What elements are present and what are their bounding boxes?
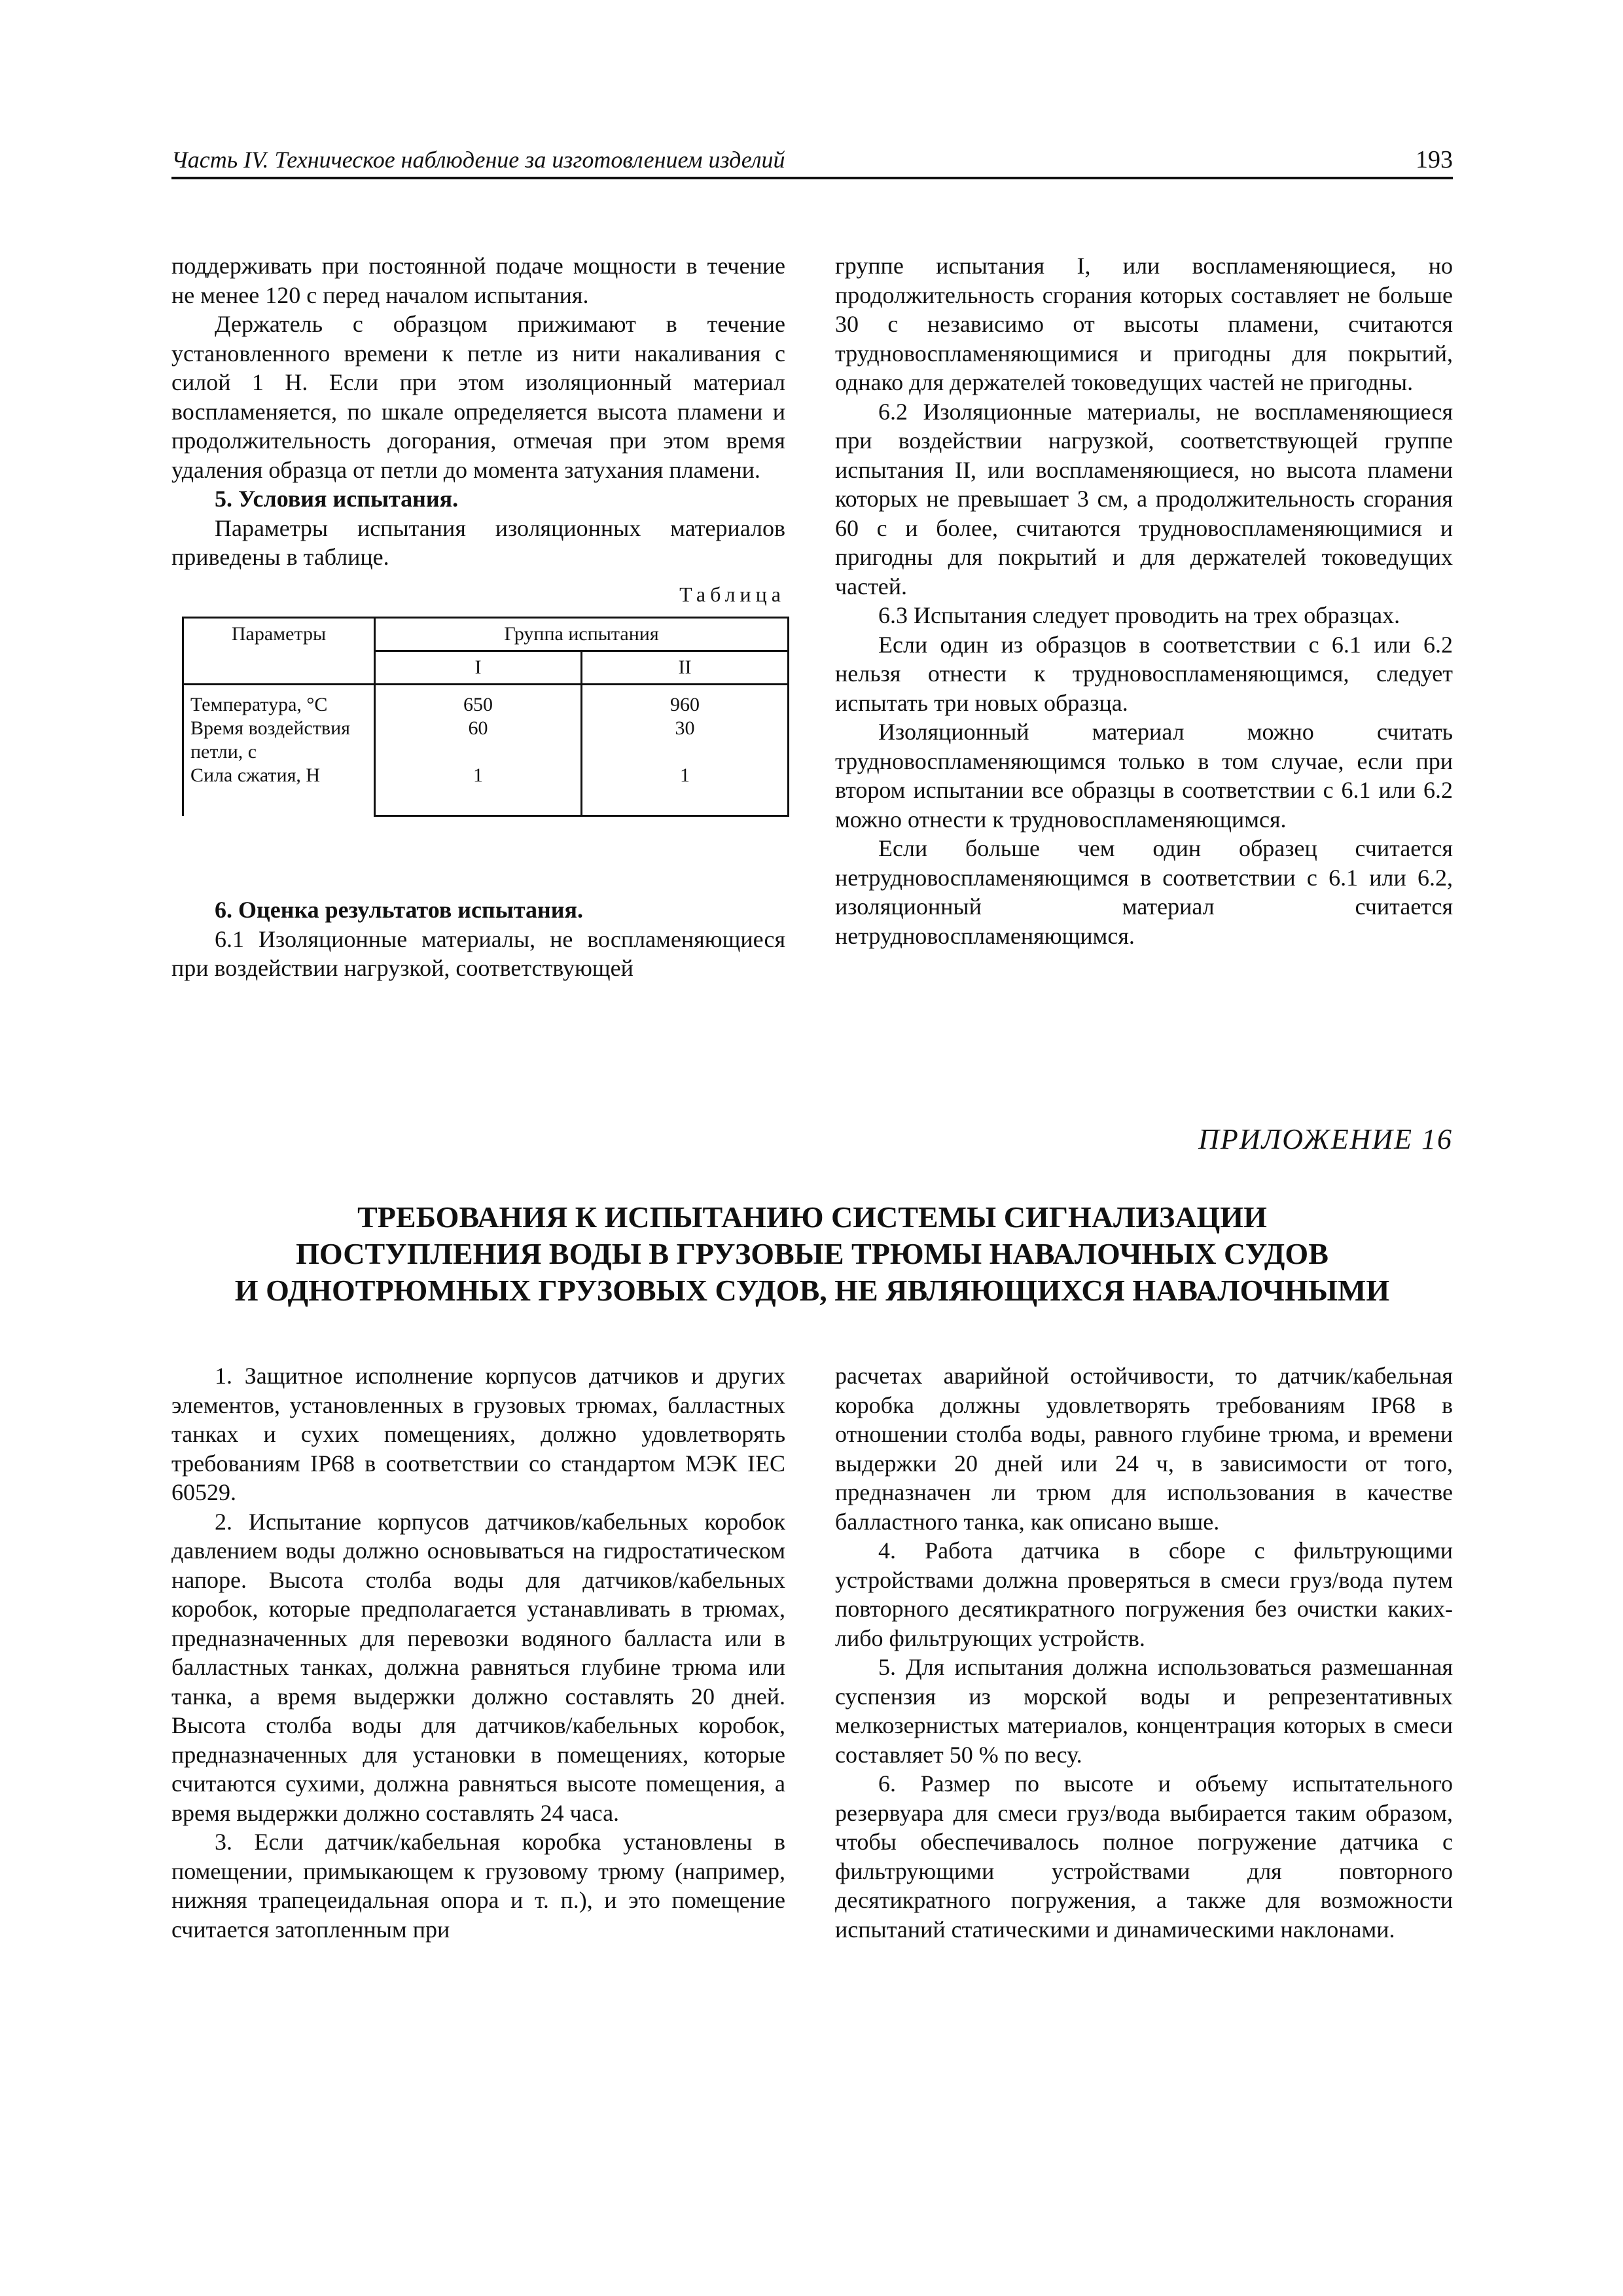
section-title: Оценка результатов испытания. [238,897,583,923]
table-cell-param [183,684,375,816]
paragraph: 4. Работа датчика в сборе с фильтрующими устройствами должна проверяться в смеси груз/вода путем повторного десятикратного погружения без очистки каких-либо фильтрующих устройств. [835,1537,1453,1651]
param-label: Температура, °С [190,693,328,715]
value: 1 [473,764,483,786]
paragraph: 3. Если датчик/кабельная коробка установлены в помещении, примыкающем к грузовому трюму (например, нижняя трапецеидальная опора и т. п.), и это помещение считается затопленным при [171,1829,785,1943]
top-right-column [835,251,1453,950]
appendix-title [171,1199,1453,1309]
table-row [183,684,789,816]
paragraph: Параметры испытания изоляционных материалов приведены в таблице. [171,514,785,570]
section-number: 6. [215,897,232,923]
table-header-group: Группа испытания [375,617,789,651]
table-header-params: Параметры [183,617,375,684]
paragraph: группе испытания I, или воспламеняющиеся, но продолжительность сгорания которых составляет не больше 30 с независимо от высоты пламени, считаются трудновоспламеняющимися и пригодны для покрытий, однако для держателей токоведущих частей не пригодны. [835,253,1453,395]
paragraph: Изоляционный материал можно считать трудновоспламеняющимся только в том случае, если при втором испытании все образцы в соответствии с 6.1 или 6.2 можно отнести к трудновоспламеняющимся. [835,719,1453,833]
value: 30 [675,717,695,739]
title-line: И ОДНОТРЮМНЫХ ГРУЗОВЫХ СУДОВ, НЕ ЯВЛЯЮЩИХСЯ НАВАЛОЧНЫМИ [234,1274,1390,1307]
section-heading-5 [171,484,785,514]
value: 650 [463,693,493,715]
table-cell-g1 [375,684,582,816]
table-header-group-2: II [581,651,788,684]
running-header [171,145,1453,179]
page-number: 193 [1416,146,1453,173]
running-header-title: Часть IV. Техническое наблюдение за изготовлением изделий [171,147,785,173]
paragraph: Если больше чем один образец считается нетрудновоспламеняющимся в соответствии с 6.1 или 6.2, изоляционный материал считается нетрудновоспламеняющимся. [835,835,1453,949]
title-line: ТРЕБОВАНИЯ К ИСПЫТАНИЮ СИСТЕМЫ СИГНАЛИЗАЦИИ [357,1200,1267,1234]
paragraph: Если один из образцов в соответствии с 6.1 или 6.2 нельзя отнести к трудновоспламеняющимся, следует испытать три новых образца. [835,631,1453,716]
bottom-right-column [835,1361,1453,1944]
section-title: Условия испытания. [238,486,459,512]
paragraph: 2. Испытание корпусов датчиков/кабельных коробок давлением воды должно основываться на гидростатическом напоре. Высота столба воды для датчиков/кабельных коробок, которые предполагается устанавливать в трюмах, предназначенных для перевозки водяного балласта или в балластных танках, должна равняться глубине трюма или танка, а время выдержки должно составлять 20 дней. Высота столба воды для датчиков/кабельных коробок, предназначенных для установки в помещениях, которые считаются сухими, должна равняться высоте помещения, а время выдержки должно составлять 24 часа. [171,1508,785,1826]
appendix-label: ПРИЛОЖЕНИЕ 16 [1198,1123,1453,1155]
paragraph: 1. Защитное исполнение корпусов датчиков и других элементов, установленных в грузовых трюмах, балластных танках и сухих помещениях, должно удовлетворять требованиям IP68 в соответствии со стандартом МЭК IEC 60529. [171,1363,785,1505]
bottom-left-column [171,1361,785,1944]
paragraph: расчетах аварийной остойчивости, то датчик/кабельная коробка должны удовлетворять требованиям IP68 в отношении столба воды, равного глубине трюма, и времени выдержки 20 дней или 24 ч, в зависимости от того, предназначен ли трюм для использования в качестве балластного танка, как описано выше. [835,1363,1453,1535]
value: 60 [468,717,488,739]
paragraph: 6.2 Изоляционные материалы, не воспламеняющиеся при воздействии нагрузкой, соответствующей группе испытания II, или воспламеняющиеся, но высота пламени которых не превышает 3 см, а продолжительность сгорания 60 с и более, считаются трудновоспламеняющимися и пригодны для покрытий и для держателей токоведущих частей. [835,398,1453,600]
section-heading-6 [171,895,785,925]
paragraph: Держатель с образцом прижимают в течение установленного времени к петле из нити накаливания с силой 1 Н. Если при этом изоляционный материал воспламеняется, по шкале определяется высота пламени и продолжительность догорания, отмечая при этом время удаления образца от петли до момента затухания пламени. [171,311,785,483]
table-cell-g2 [581,684,788,816]
param-label: Время воздействия петли, с [190,717,350,762]
title-line: ПОСТУПЛЕНИЯ ВОДЫ В ГРУЗОВЫЕ ТРЮМЫ НАВАЛОЧНЫХ СУДОВ [296,1237,1329,1270]
table-caption: Таблица [679,582,785,606]
value: 960 [669,693,700,715]
paragraph: поддерживать при постоянной подаче мощности в течение не менее 120 с перед началом испытания. [171,253,785,308]
paragraph: 6.1 Изоляционные материалы, не воспламеняющиеся при воздействии нагрузкой, соответствующей [171,925,785,981]
parameters-table [182,617,789,817]
value: 1 [679,764,690,786]
paragraph: 6.3 Испытания следует проводить на трех образцах. [878,602,1400,628]
paragraph: 5. Для испытания должна использоваться размешанная суспензия из морской воды и репрезентативных мелкозернистых материалов, концентрация которых в смеси составляет 50 % по весу. [835,1654,1453,1768]
table-header-group-1: I [375,651,582,684]
top-left-column [171,251,785,983]
section-number: 5. [215,486,232,512]
paragraph: 6. Размер по высоте и объему испытательного резервуара для смеси груз/вода выбирается таким образом, чтобы обеспечивалось полное погружение датчика с фильтрующими устройствами для повторного десятикратного погружения, а также для возможности испытаний статическими и динамическими наклонами. [835,1770,1453,1943]
param-label: Сила сжатия, Н [190,764,321,786]
